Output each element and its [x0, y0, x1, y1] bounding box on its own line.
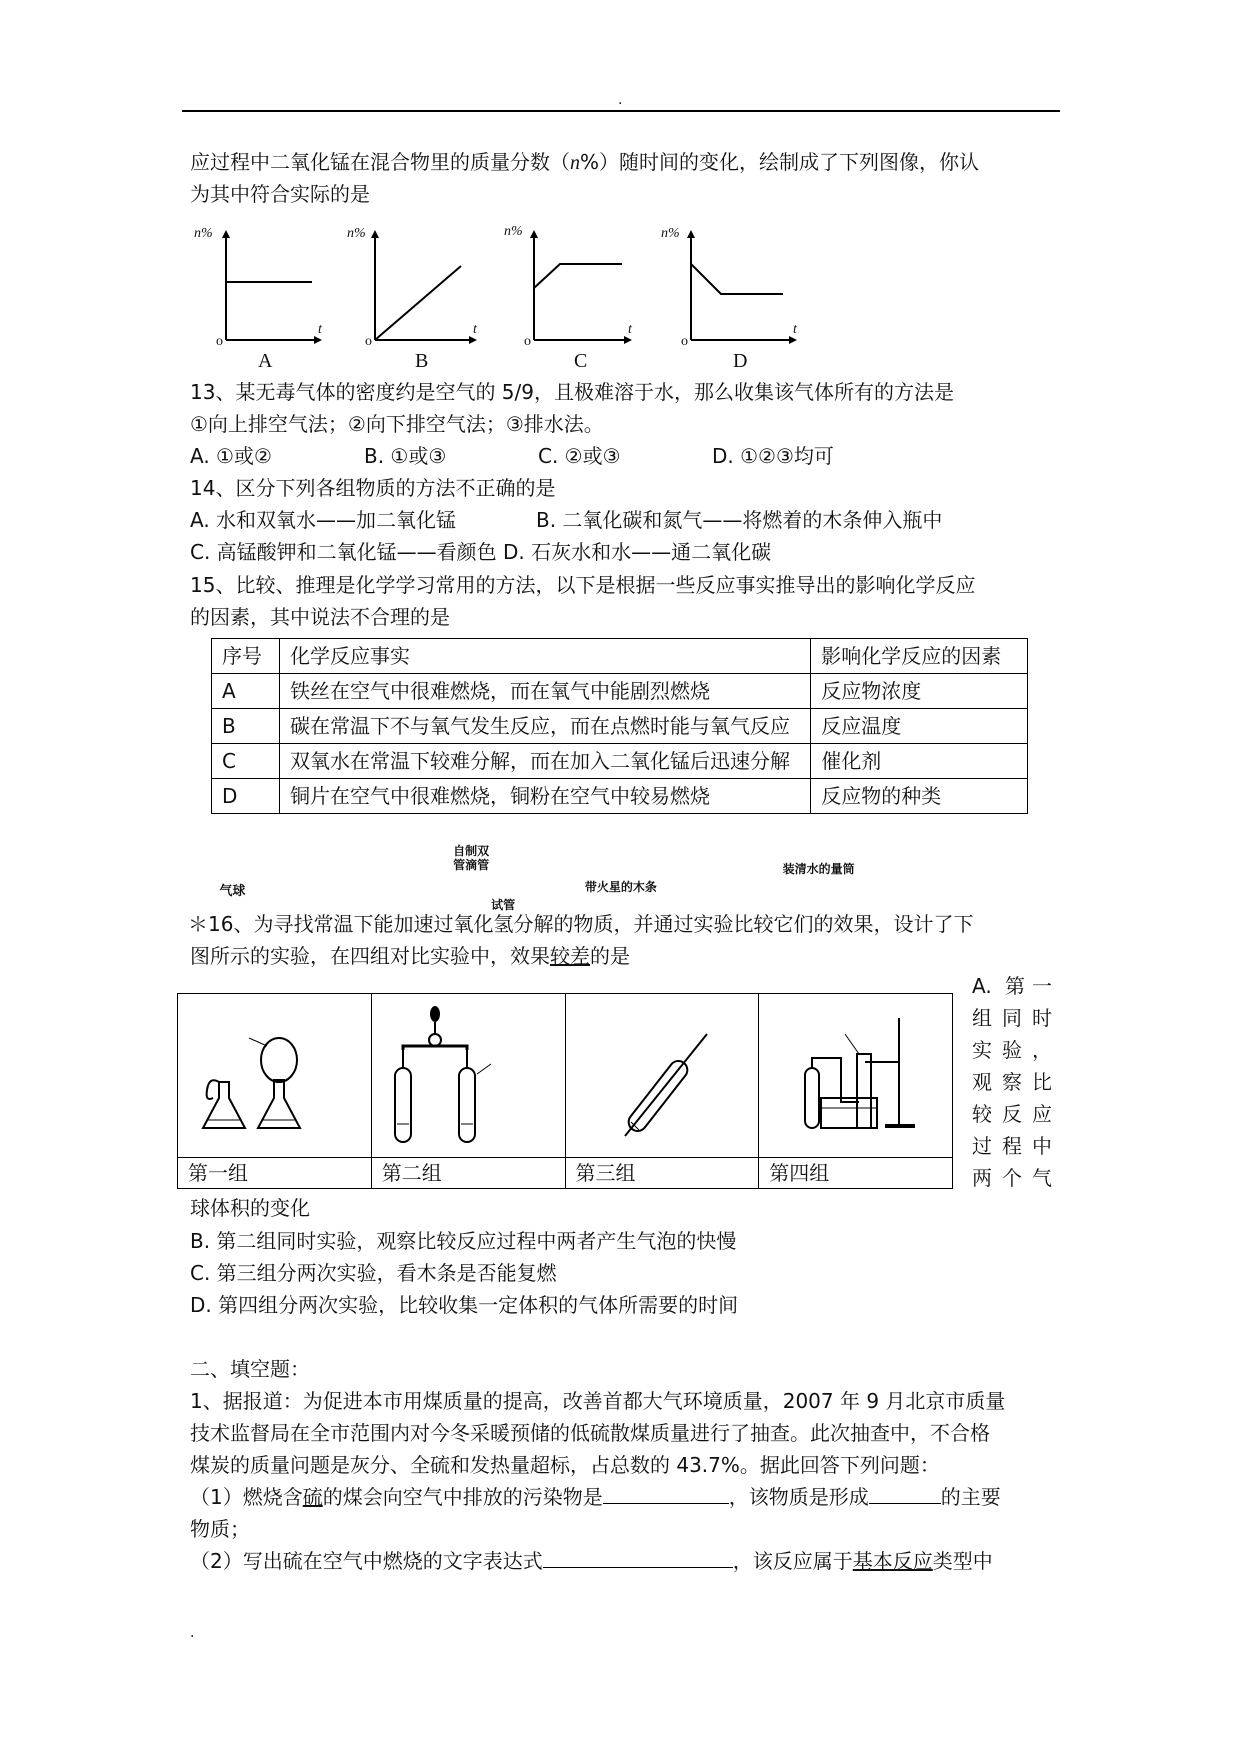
q12-line1: 应过程中二氧化锰在混合物里的质量分数（n%）随时间的变化，绘制成了下列图像，你认: [190, 150, 980, 174]
table-row: [212, 779, 1028, 814]
footer-dot: .: [190, 1625, 195, 1641]
table-row: [212, 709, 1028, 744]
q16-line1: ＊16、为寻找常温下能加速过氧化氢分解的物质，并通过实验比较它们的效果，设计了下: [188, 912, 974, 936]
q13-option-a: A. ①或②: [190, 444, 272, 468]
section2-q1: （1）燃烧含硫的煤会向空气中排放的污染物是 ，该物质是形成 的主要: [190, 1485, 1001, 1509]
header-rule: [182, 110, 1060, 112]
q16-option-c: C. 第三组分两次实验，看木条是否能复燃: [190, 1261, 557, 1285]
q15-row-d-factor: 反应物的种类: [811, 779, 1028, 814]
q13-line1: 13、某无毒气体的密度约是空气的 5/9，且极难溶于水，那么收集该气体所有的方法是: [190, 380, 954, 404]
graph-a-origin: o: [216, 334, 223, 349]
answer-blank-1[interactable]: [603, 1485, 729, 1504]
graph-a-label: A: [258, 350, 273, 372]
graph-b-xlabel: t: [473, 322, 477, 337]
q16-option-a-line: 组 同 时: [972, 1006, 1052, 1030]
section2-p1-line2: 技术监督局在全市范围内对今冬采暖预储的低硫散煤质量进行了抽查。此次抽查中，不合格: [190, 1421, 990, 1445]
q13-option-b: B. ①或③: [364, 444, 447, 468]
graph-c-origin: o: [524, 334, 531, 349]
graph-c-ylabel: n%: [504, 224, 523, 239]
q16-option-a-line: 过 程 中: [972, 1134, 1052, 1158]
q16-option-a-tail: 球体积的变化: [190, 1196, 310, 1220]
q16-option-a-column: [972, 970, 1052, 1194]
q16-caption-row: [178, 1158, 953, 1189]
graph-d-label: D: [733, 350, 748, 372]
q16-option-a-line: 实 验 ，: [972, 1038, 1052, 1062]
q16-option-a-line: 两 个 气: [972, 1166, 1052, 1190]
group3-figure: [565, 880, 759, 1158]
q15-row-a-factor: 反应物浓度: [811, 674, 1028, 709]
section2-title: 二、填空题：: [190, 1357, 310, 1381]
balloon-flasks-illustration: [179, 998, 369, 1148]
group4-figure: [759, 862, 953, 1158]
balloon-label: 气球: [219, 884, 246, 899]
q16-line2: 图所示的实验，在四组对比实验中，效果较差的是: [190, 944, 630, 968]
graph-b: [345, 222, 485, 372]
q14-option-a: A. 水和双氧水——加二氧化锰: [190, 508, 457, 532]
q15-row-d-no: D: [212, 779, 280, 814]
graph-b-ylabel: n%: [347, 226, 366, 241]
water-cylinder-illustration: [761, 998, 951, 1148]
group1-caption: 第一组: [178, 1158, 372, 1189]
q16-option-d: D. 第四组分两次实验，比较收集一定体积的气体所需要的时间: [190, 1293, 739, 1317]
q15-row-b-factor: 反应温度: [811, 709, 1028, 744]
q15-row-a-no: A: [212, 674, 280, 709]
q15-line2: 的因素，其中说法不合理的是: [190, 605, 450, 629]
graph-c-svg: [500, 222, 640, 372]
q16-option-b: B. 第二组同时实验，观察比较反应过程中两者产生气泡的快慢: [190, 1229, 737, 1253]
graph-a: [190, 222, 330, 372]
group4-caption: 第四组: [759, 1158, 953, 1189]
graph-d-origin: o: [681, 334, 688, 349]
q15-row-d-fact: 铜片在空气中很难燃烧，铜粉在空气中较易燃烧: [279, 779, 810, 814]
q15-header-row: [212, 639, 1028, 674]
graph-c: [500, 222, 640, 372]
q15-table: [211, 638, 1028, 814]
q15-row-a-fact: 铁丝在空气中很难燃烧，而在氧气中能剧烈燃烧: [279, 674, 810, 709]
q15-row-c-fact: 双氧水在常温下较难分解，而在加入二氧化锰后迅速分解: [279, 744, 810, 779]
group2-figure: [371, 844, 565, 1158]
q16-option-a-line: A. 第一: [972, 974, 1052, 998]
graph-b-label: B: [415, 350, 429, 372]
graph-d-svg: [655, 222, 805, 372]
header-dot: .: [618, 92, 623, 108]
graph-d: [655, 222, 805, 372]
graph-a-xlabel: t: [318, 322, 322, 337]
group3-caption: 第三组: [565, 1158, 759, 1189]
graph-a-ylabel: n%: [194, 226, 213, 241]
glowing-splint-illustration: [567, 998, 757, 1148]
tube-label: 试管: [491, 898, 516, 912]
q15-row-c-factor: 催化剂: [811, 744, 1028, 779]
q15-line1: 15、比较、推理是化学学习常用的方法，以下是根据一些反应事实推导出的影响化学反应: [190, 573, 976, 597]
q13-line2: ①向上排空气法；②向下排空气法；③排水法。: [190, 412, 604, 436]
section2-q1-line2: 物质；: [190, 1517, 250, 1541]
q13-option-c: C. ②或③: [538, 444, 621, 468]
q15-row-b-no: B: [212, 709, 280, 744]
splint-label: 带火星的木条: [584, 880, 657, 894]
graph-d-xlabel: t: [793, 322, 797, 337]
q14-option-b: B. 二氧化碳和氮气——将燃着的木条伸入瓶中: [536, 508, 943, 532]
dropper-label: 自制双管滴管: [453, 844, 490, 872]
section2-p1-line1: 1、据报道：为促进本市用煤质量的提高，改善首都大气环境质量，2007 年 9 月北京市质量: [190, 1389, 1006, 1413]
section2-p1-line3: 煤炭的质量问题是灰分、全硫和发热量超标，占总数的 43.7%。据此回答下列问题：: [190, 1453, 940, 1477]
group2-caption: 第二组: [371, 1158, 565, 1189]
table-row: [212, 674, 1028, 709]
q14-option-cd: C. 高锰酸钾和二氧化锰——看颜色 D. 石灰水和水——通二氧化碳: [190, 540, 772, 564]
q15-row-b-fact: 碳在常温下不与氧气发生反应，而在点燃时能与氧气反应: [279, 709, 810, 744]
q15-row-c-no: C: [212, 744, 280, 779]
cylinder-label: 装清水的量筒: [782, 862, 855, 876]
q15-header-fact: 化学反应事实: [279, 639, 810, 674]
graph-d-ylabel: n%: [661, 226, 680, 241]
q14-line1: 14、区分下列各组物质的方法不正确的是: [190, 476, 556, 500]
q13-option-d: D. ①②③均可: [712, 444, 834, 468]
q16-option-a-line: 较 反 应: [972, 1102, 1052, 1126]
q16-option-a-line: 观 察 比: [972, 1070, 1052, 1094]
table-row: [212, 744, 1028, 779]
graph-b-origin: o: [365, 334, 372, 349]
double-dropper-illustration: [373, 994, 563, 1152]
q15-header-no: 序号: [212, 639, 280, 674]
group1-figure: [178, 884, 372, 1158]
q15-header-factor: 影响化学反应的因素: [811, 639, 1028, 674]
answer-blank-3[interactable]: [543, 1549, 733, 1568]
graph-c-label: C: [574, 350, 588, 372]
q16-figure-row: [178, 994, 953, 1158]
q12-line2: 为其中符合实际的是: [190, 182, 370, 206]
graph-c-xlabel: t: [628, 322, 632, 337]
answer-blank-2[interactable]: [869, 1485, 941, 1504]
section2-q2: （2）写出硫在空气中燃烧的文字表达式 ，该反应属于基本反应类型中: [190, 1549, 993, 1573]
